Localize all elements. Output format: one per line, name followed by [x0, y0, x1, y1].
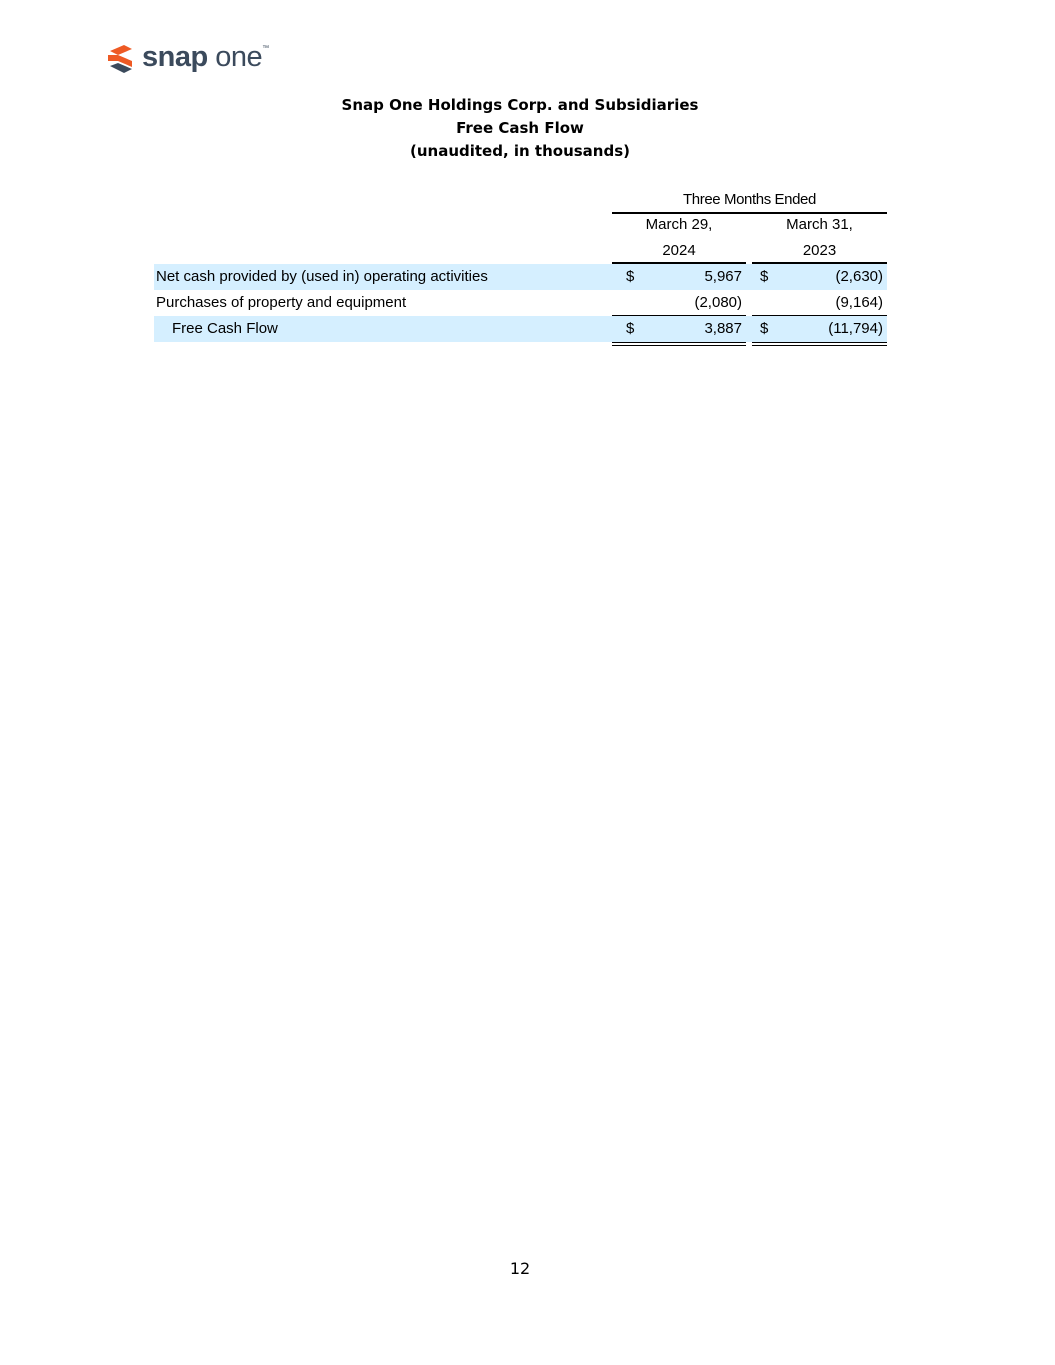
page-number: 12 — [509, 1259, 531, 1278]
row-label: Purchases of property and equipment — [156, 294, 407, 311]
column-2-date: March 31, — [786, 216, 853, 233]
column-1-date: March 29, — [645, 216, 713, 233]
value-2024: 5,967 — [704, 268, 742, 285]
row-label: Net cash provided by (used in) operating activities — [156, 268, 488, 285]
total-double-rule — [752, 342, 887, 346]
table-row — [154, 264, 887, 290]
heading-company: Snap One Holdings Corp. and Subsidiaries — [341, 96, 699, 114]
table-row — [154, 290, 887, 316]
group-header: Three Months Ended — [612, 188, 887, 214]
value-2023: (2,630) — [835, 268, 883, 285]
currency-sign: $ — [760, 268, 769, 285]
currency-sign: $ — [760, 320, 769, 337]
logo-wordmark: snap one™ — [142, 40, 269, 73]
row-label: Free Cash Flow — [172, 320, 278, 337]
value-2024: 3,887 — [704, 320, 742, 337]
report-heading — [0, 94, 1040, 163]
total-rules — [154, 342, 887, 348]
value-2023: (9,164) — [835, 294, 883, 311]
total-double-rule — [612, 342, 746, 346]
table-header — [154, 188, 887, 264]
snap-one-logo-icon — [104, 42, 138, 76]
column-1-year: 2024 — [662, 242, 696, 259]
value-2024: (2,080) — [694, 294, 742, 311]
company-logo — [104, 41, 269, 77]
free-cash-flow-table — [154, 188, 887, 348]
currency-sign: $ — [626, 320, 635, 337]
column-2-year: 2023 — [802, 242, 837, 259]
heading-statement: Free Cash Flow — [456, 119, 584, 137]
value-2023: (11,794) — [828, 320, 883, 337]
currency-sign: $ — [626, 268, 635, 285]
table-row — [154, 316, 887, 342]
heading-basis: (unaudited, in thousands) — [409, 142, 631, 160]
